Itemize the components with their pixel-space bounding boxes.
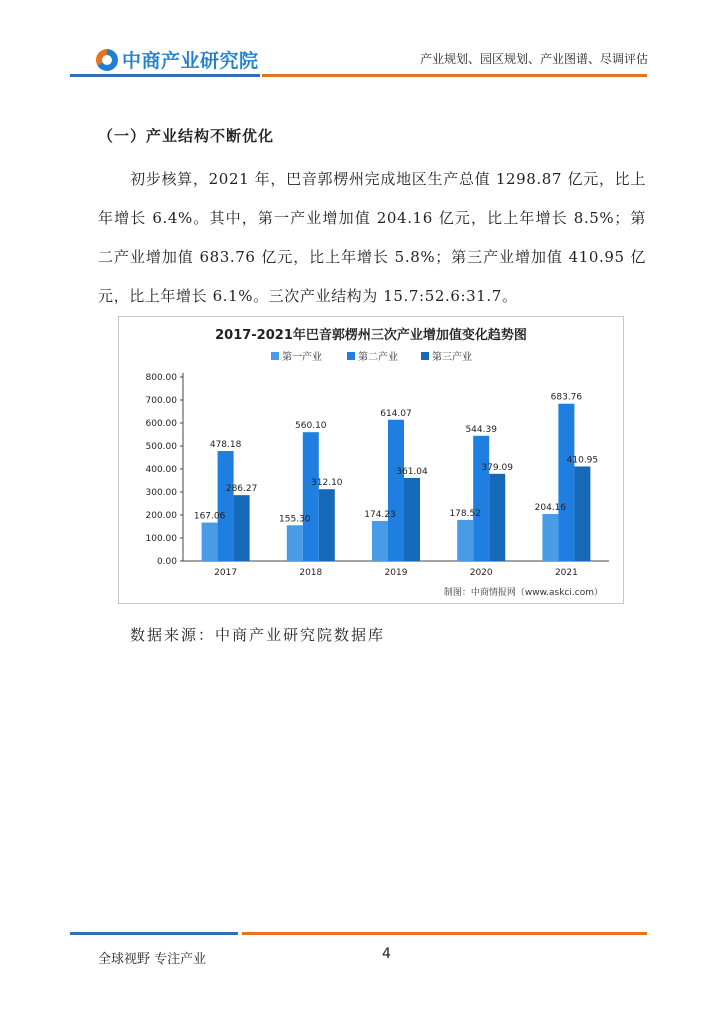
data-label: 167.06 (193, 511, 226, 522)
bar (218, 451, 234, 561)
bar (558, 404, 574, 561)
header-divider-blue (70, 74, 260, 77)
y-tick-label: 400.00 (145, 465, 177, 475)
data-source: 数据来源：中商产业研究院数据库 (130, 626, 386, 644)
x-tick-label: 2021 (554, 568, 578, 578)
bar (372, 521, 388, 561)
y-axis (146, 373, 184, 567)
x-tick-label: 2018 (299, 568, 323, 578)
legend-label: 第二产业 (358, 352, 398, 363)
y-tick-label: 800.00 (145, 373, 177, 383)
chart-container (118, 316, 624, 604)
bar (457, 520, 473, 561)
chart-title: 2017-2021年巴音郭楞州三次产业增加值变化趋势图 (215, 328, 527, 343)
bar (542, 514, 558, 561)
footer-divider-orange (242, 932, 647, 935)
y-tick-label: 300.00 (145, 488, 177, 498)
logo-text: 中商产业研究院 (122, 50, 259, 72)
legend-label: 第三产业 (432, 352, 472, 363)
data-label: 683.76 (550, 392, 583, 403)
header-tagline: 产业规划、园区规划、产业图谱、尽调评估 (419, 52, 648, 66)
bar (319, 489, 335, 561)
body-paragraph (98, 160, 646, 316)
data-label: 614.07 (380, 408, 412, 419)
y-tick-label: 600.00 (145, 419, 177, 429)
data-label: 178.52 (449, 508, 481, 519)
data-label: 312.10 (311, 478, 343, 489)
paragraph-text: 初步核算，2021 年，巴音郭楞州完成地区生产总值 1298.87 亿元，比上年增长 6.4%。其中，第一产业增加值 204.16 亿元，比上年增长 8.5%；第二产业增加值 683.76 亿元，比上年增长 5.8%；第三产业增加值 410.95 亿元，比上年增长 6.1%。三次产业结构为 15.7:52.6:31.7。 (98, 170, 646, 305)
y-tick-label: 100.00 (145, 534, 177, 544)
chart-credit: 制图：中商情报网（www.askci.com） (443, 588, 603, 598)
header-divider-orange (262, 74, 647, 77)
data-label: 286.27 (225, 484, 258, 495)
bar (388, 420, 404, 561)
data-label: 379.09 (481, 462, 513, 473)
bar (473, 436, 489, 561)
data-label: 204.16 (534, 503, 567, 514)
data-label: 560.10 (295, 421, 327, 432)
x-tick-label: 2019 (384, 568, 408, 578)
legend-label: 第一产业 (282, 352, 322, 363)
logo-icon (96, 49, 118, 71)
data-label: 478.18 (209, 440, 242, 451)
data-label: 544.39 (465, 424, 497, 435)
bar (202, 523, 218, 561)
y-tick-label: 500.00 (145, 442, 177, 452)
data-label: 361.04 (396, 466, 428, 477)
bar (489, 474, 505, 561)
bars (202, 404, 591, 561)
data-label: 155.30 (279, 514, 311, 525)
footer-divider-blue (70, 932, 238, 935)
footer-slogan: 全球视野 专注产业 (98, 952, 207, 967)
data-label: 174.23 (364, 509, 396, 520)
bar (303, 432, 319, 561)
legend-swatch (421, 352, 429, 360)
bar (574, 466, 590, 561)
x-tick-label: 2017 (214, 568, 238, 578)
page-number: 4 (382, 946, 391, 962)
bar-chart (119, 317, 623, 603)
logo (96, 46, 259, 73)
bar (287, 525, 303, 561)
x-tick-label: 2020 (469, 568, 493, 578)
bar (234, 495, 250, 561)
legend-swatch (271, 352, 279, 360)
chart-legend (271, 350, 472, 363)
bar (404, 478, 420, 561)
y-tick-label: 200.00 (145, 511, 177, 521)
section-title: （一）产业结构不断优化 (98, 127, 275, 145)
y-tick-label: 700.00 (145, 396, 177, 406)
data-label: 410.95 (566, 455, 599, 466)
x-axis (183, 561, 609, 578)
y-tick-label: 0.00 (156, 557, 177, 567)
legend-swatch (347, 352, 355, 360)
